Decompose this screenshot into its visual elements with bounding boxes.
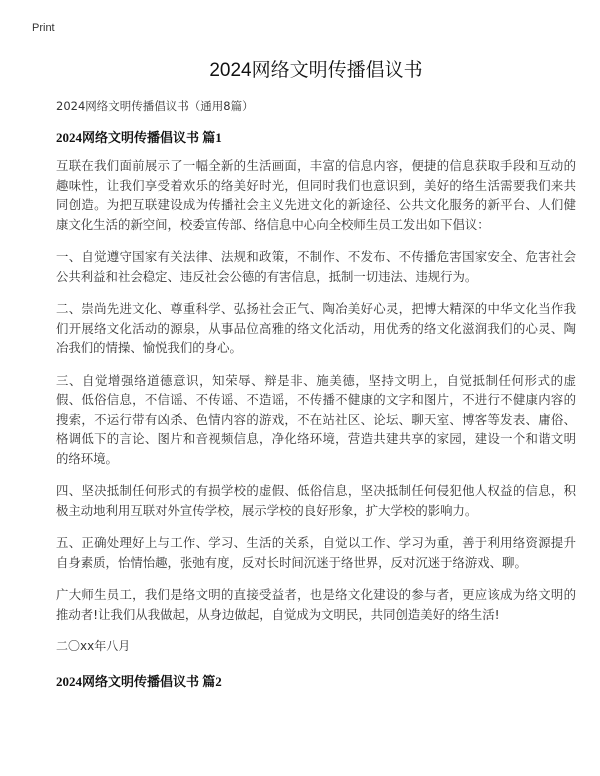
paragraph-closing: 广大师生员工，我们是络文明的直接受益者，也是络文化建设的参与者，更应该成为络文明的推动者!让我们从我做起，从身边做起，自觉成为文明民，共同创造美好的络生活! [56, 587, 576, 622]
paragraph-item-1: 一、自觉遵守国家有关法律、法规和政策，不制作、不发布、不传播危害国家安全、危害社会公共利益和社会稳定、违反社会公德的有害信息，抵制一切违法、违规行为。 [56, 249, 576, 284]
paragraph-intro: 互联在我们面前展示了一幅全新的生活画面，丰富的信息内容，便捷的信息获取手段和互动的趣味性，让我们享受着欢乐的络美好时光，但同时我们也意识到，美好的络生活需要我们来共同创造。为把互联建设成为传播社会主义先进文化的新途径、公共文化服务的新平台、人们健康文化生活的新空间，校委宣传部、络信息中心向全校师生员工发出如下倡议： [56, 158, 576, 232]
section-heading-2: 2024网络文明传播倡议书 篇2 [56, 674, 222, 689]
paragraph-item-3: 三、自觉增强络道德意识，知荣辱、辩是非、施美德，坚持文明上，自觉抵制任何形式的虚假、低俗信息，不信谣、不传谣、不造谣，不传播不健康的文字和图片，不进行不健康内容的搜索，不运行带有凶杀、色情内容的游戏，不在站社区、论坛、聊天室、博客等发表、庸俗、格调低下的言论、图片和音视频信息，净化络环境，营造共建共享的家园，建设一个和谐文明的络环境。 [56, 372, 576, 466]
document-body [56, 58, 576, 691]
section-heading-1: 2024网络文明传播倡议书 篇1 [56, 130, 222, 145]
paragraph-item-5: 五、正确处理好上与工作、学习、生活的关系，自觉以工作、学习为重，善于利用络资源提升自身素质，怡情怡趣，张弛有度，反对长时间沉迷于络世界，反对沉迷于络游戏、聊。 [56, 535, 576, 570]
document-title: 2024网络文明传播倡议书 [209, 60, 423, 81]
print-link[interactable]: Print [32, 22, 55, 34]
document-date: 二〇xx年八月 [56, 639, 131, 653]
paragraph-item-4: 四、坚决抵制任何形式的有损学校的虚假、低俗信息，坚决抵制任何侵犯他人权益的信息，积极主动地利用互联对外宣传学校，展示学校的良好形象，扩大学校的影响力。 [56, 483, 576, 518]
document-subtitle: 2024网络文明传播倡议书（通用8篇） [56, 99, 254, 113]
paragraph-item-2: 二、崇尚先进文化、尊重科学、弘扬社会正气、陶冶美好心灵，把博大精深的中华文化当作我们开展络文化活动的源泉，从事品位高雅的络文化活动，用优秀的络文化滋润我们的心灵、陶冶我们的情操、愉悦我们的身心。 [56, 301, 576, 355]
